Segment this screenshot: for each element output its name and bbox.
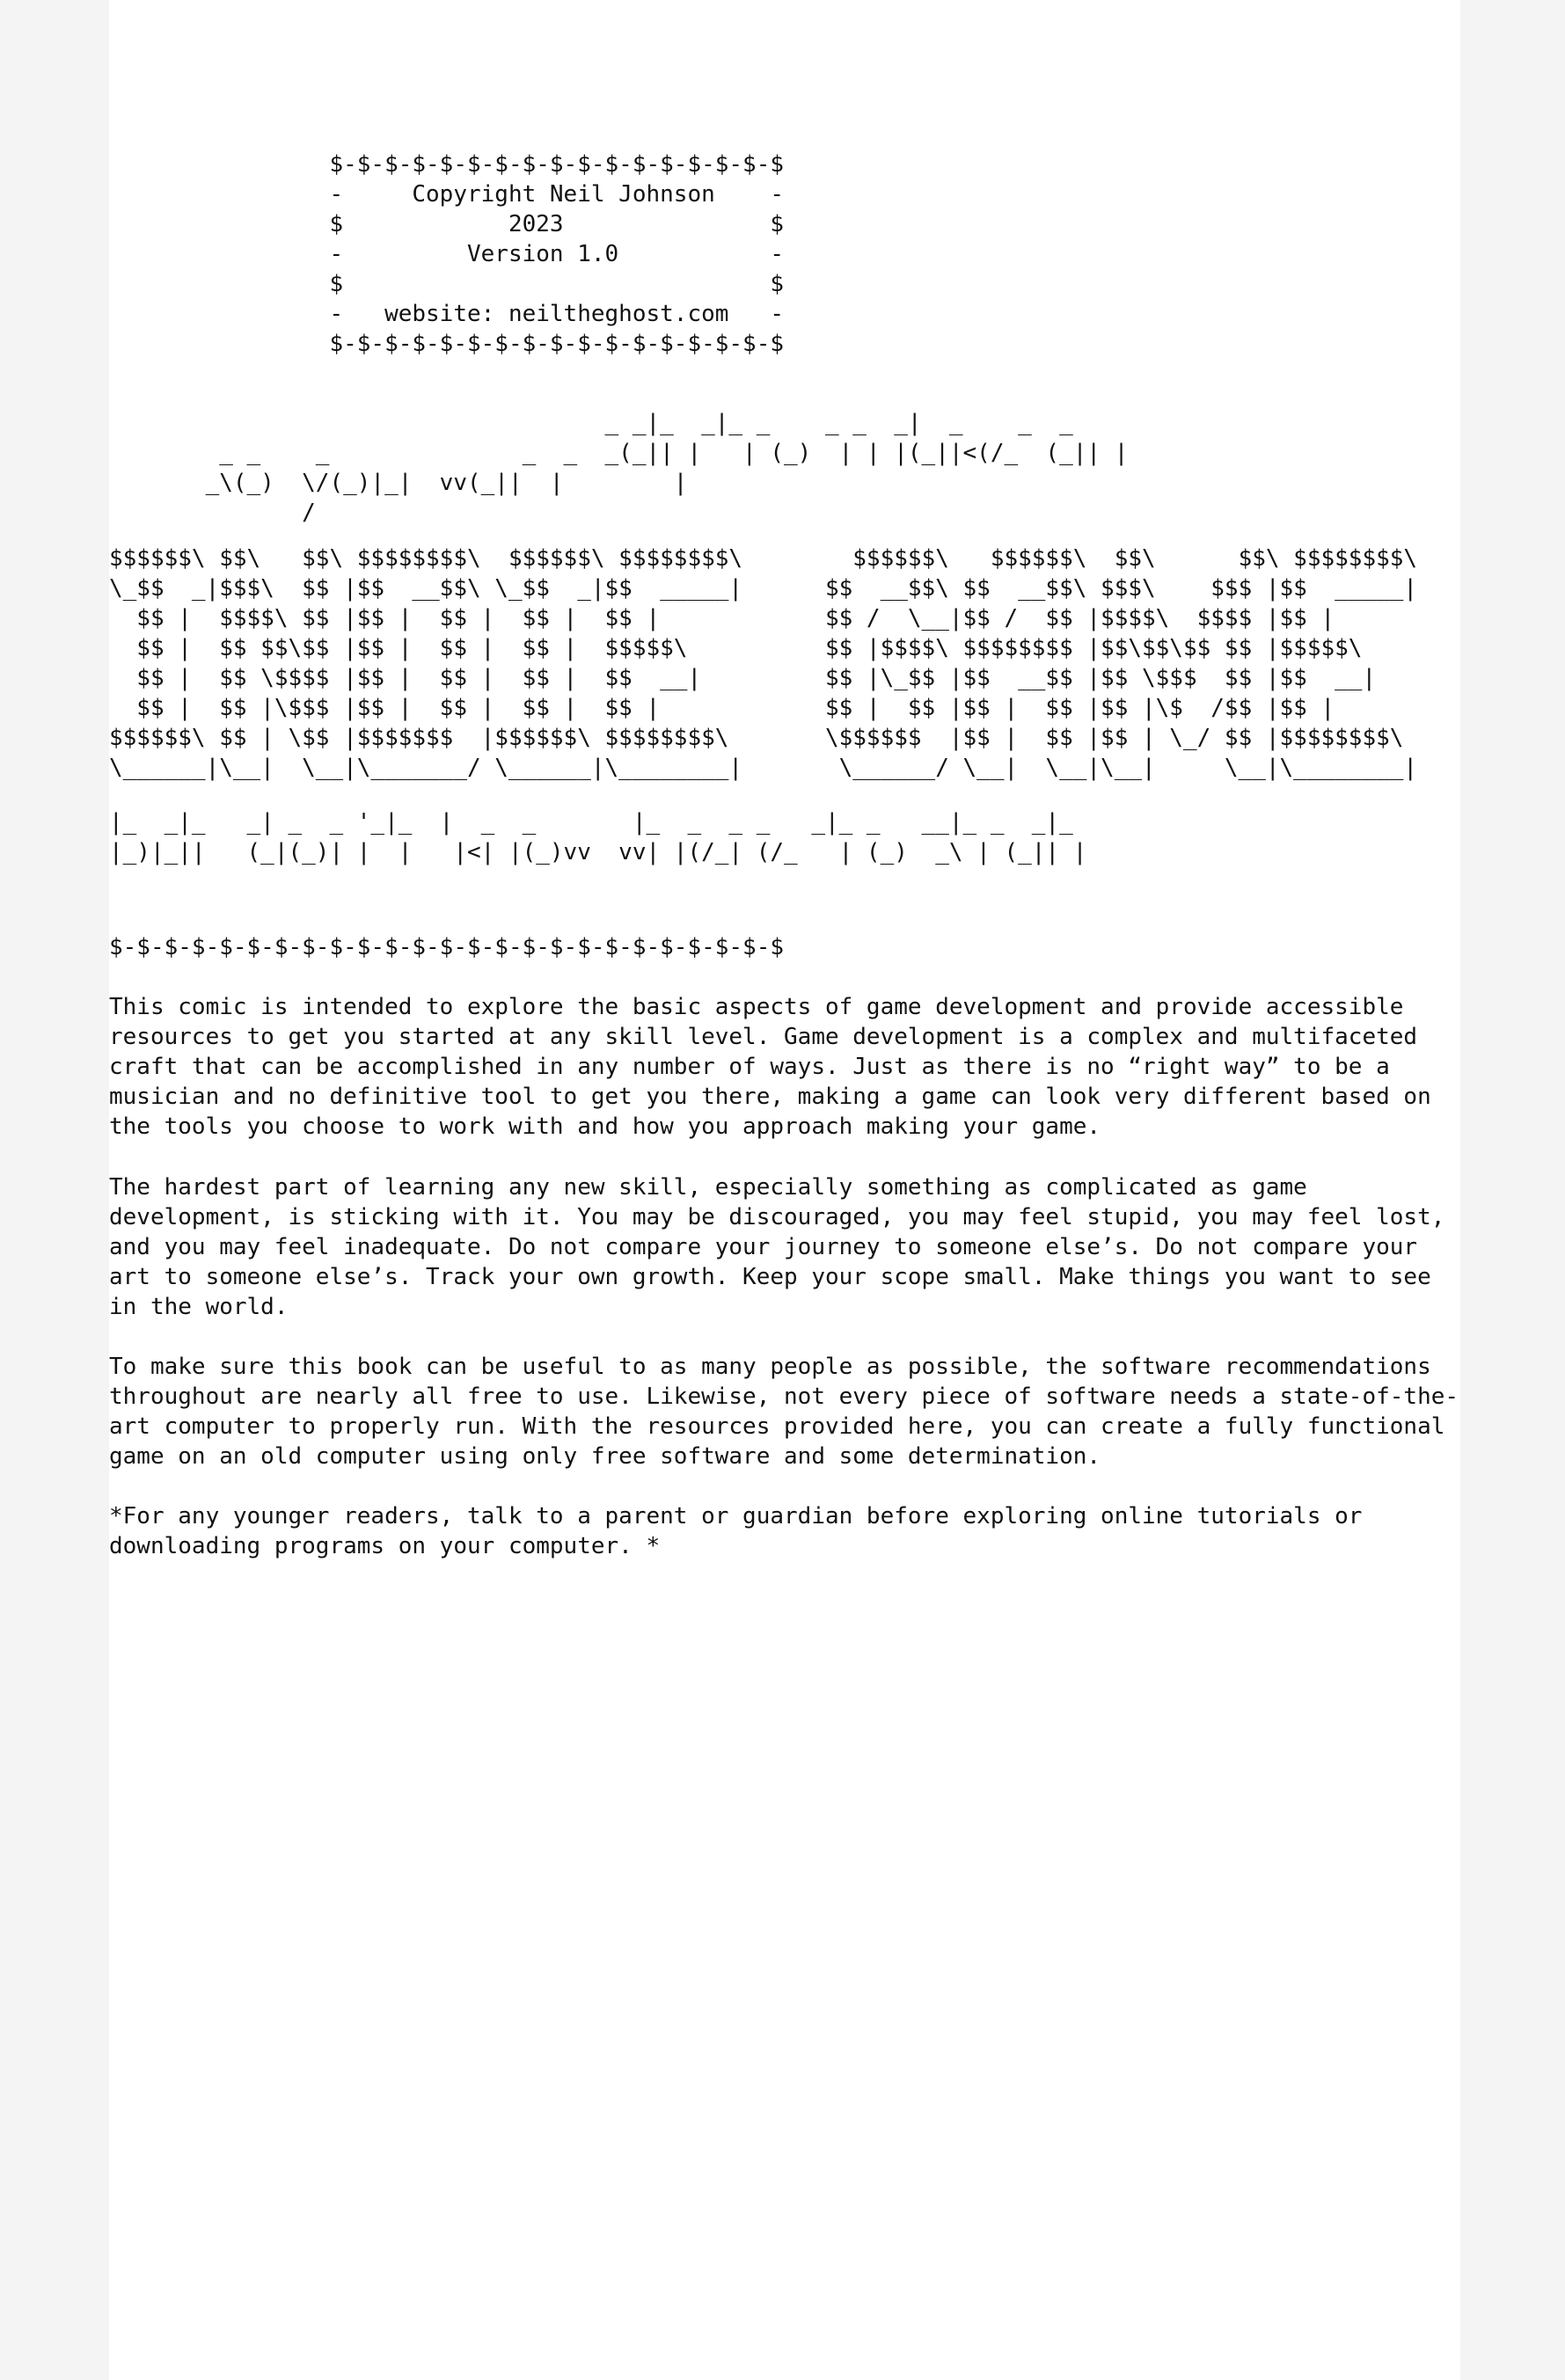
ascii-art-title-main: $$$$$$\ $$\ $$\ $$$$$$$$\ $$$$$$\ $$$$$$$$\ $$$$$$\ $$$$$$\ $$\ $$\ $$$$$$$$\ \_$$ _|$$$\ $$ |$$ __$$\ \_$$ _|$$ _____| $$ __$$\ $$ __$$\ $$$\ $$$ |$$ _____| $$ | $$$$\ $$ |$$ | $$ | $$ | $$ | $$ / \__|$$ / $$ |$$$$\ $$$$ |$$ | $$ | $$ $$\$$ |$$ | $$ | $$ | $$$$$\ $$ |$$$$\ $$$$$$$$ |$$\$$\$$ $$ |$$$$$\ $$ | $$ \$$$$ |$$ | $$ | $$ | $$ __| $$ |\_$$ |$$ __$$ |$$ \$$$ $$ |$$ __| $$ | $$ |\$$$ |$$ | $$ | $$ | $$ | $$ | $$ |$$ | $$ |$$ |\$ /$$ |$$ | $$$$$$\ $$ | \$$ |$$$$$$$ |$$$$$$\ $$$$$$$$\ \$$$$$$ |$$ | $$ |$$ | \_/ $$ |$$$$$$$$\ \______|\__| \__|\_______/ \______|\________| \______/ \__| \__|\__| \__|\________| <box>109 545 1418 781</box>
section-divider: $-$-$-$-$-$-$-$-$-$-$-$-$-$-$-$-$-$-$-$-$-$-$-$-$ <box>109 934 785 960</box>
ascii-art-title-top: _ _|_ _|_ _ _ _ _| _ _ _ _ _ _ _ _ _(_|| | | (_) | | |(_||<(/_ (_|| | _\(_) \/(_)|_| vv(_|| | | / <box>205 410 1129 526</box>
intro-paragraph-note: *For any younger readers, talk to a parent or guardian before exploring online tutorials or downloading programs on your computer. * <box>109 1503 1377 1559</box>
copyright-header-box: $-$-$-$-$-$-$-$-$-$-$-$-$-$-$-$-$ - Copyright Neil Johnson - $ 2023 $ - Version 1.0 - $ $ - website: neiltheghost.com - $-$-$-$-$-$-$-$-$-$-$-$-$-$-$-$-$ <box>329 151 785 357</box>
intro-paragraph-1: This comic is intended to explore the basic aspects of game development and provide accessible resources to get you started at any skill level. Game development is a complex and multifaceted craft that can be accomplished in any number of ways. Just as there is no “right way” to be a musician and no definitive tool to get you there, making a game can look very different based on the tools you choose to work with and how you approach making your game. <box>109 994 1445 1140</box>
intro-paragraph-3: To make sure this book can be useful to as many people as possible, the software recommendations throughout are nearly all free to use. Likewise, not every piece of software needs a state-of-the-art computer to properly run. With the resources provided here, you can create a fully functional game on an old computer using only free software and some determination. <box>109 1354 1459 1470</box>
ascii-art-title-bottom: |_ _|_ _| _ _ '_|_ | _ _ |_ _ _ _ _|_ _ __|_ _ _|_ |_)|_|| (_|(_)| | | |<| |(_)vv vv| |(/_| (/_ | (_) _\ | (_|| | <box>109 809 1087 865</box>
document-page <box>109 0 1460 2380</box>
intro-paragraph-2: The hardest part of learning any new skill, especially something as complicated as game development, is sticking with it. You may be discouraged, you may feel stupid, you may feel lost, and you may feel inadequate. Do not compare your journey to someone else’s. Do not compare your art to someone else’s. Track your own growth. Keep your scope small. Make things you want to see in the world. <box>109 1174 1459 1320</box>
